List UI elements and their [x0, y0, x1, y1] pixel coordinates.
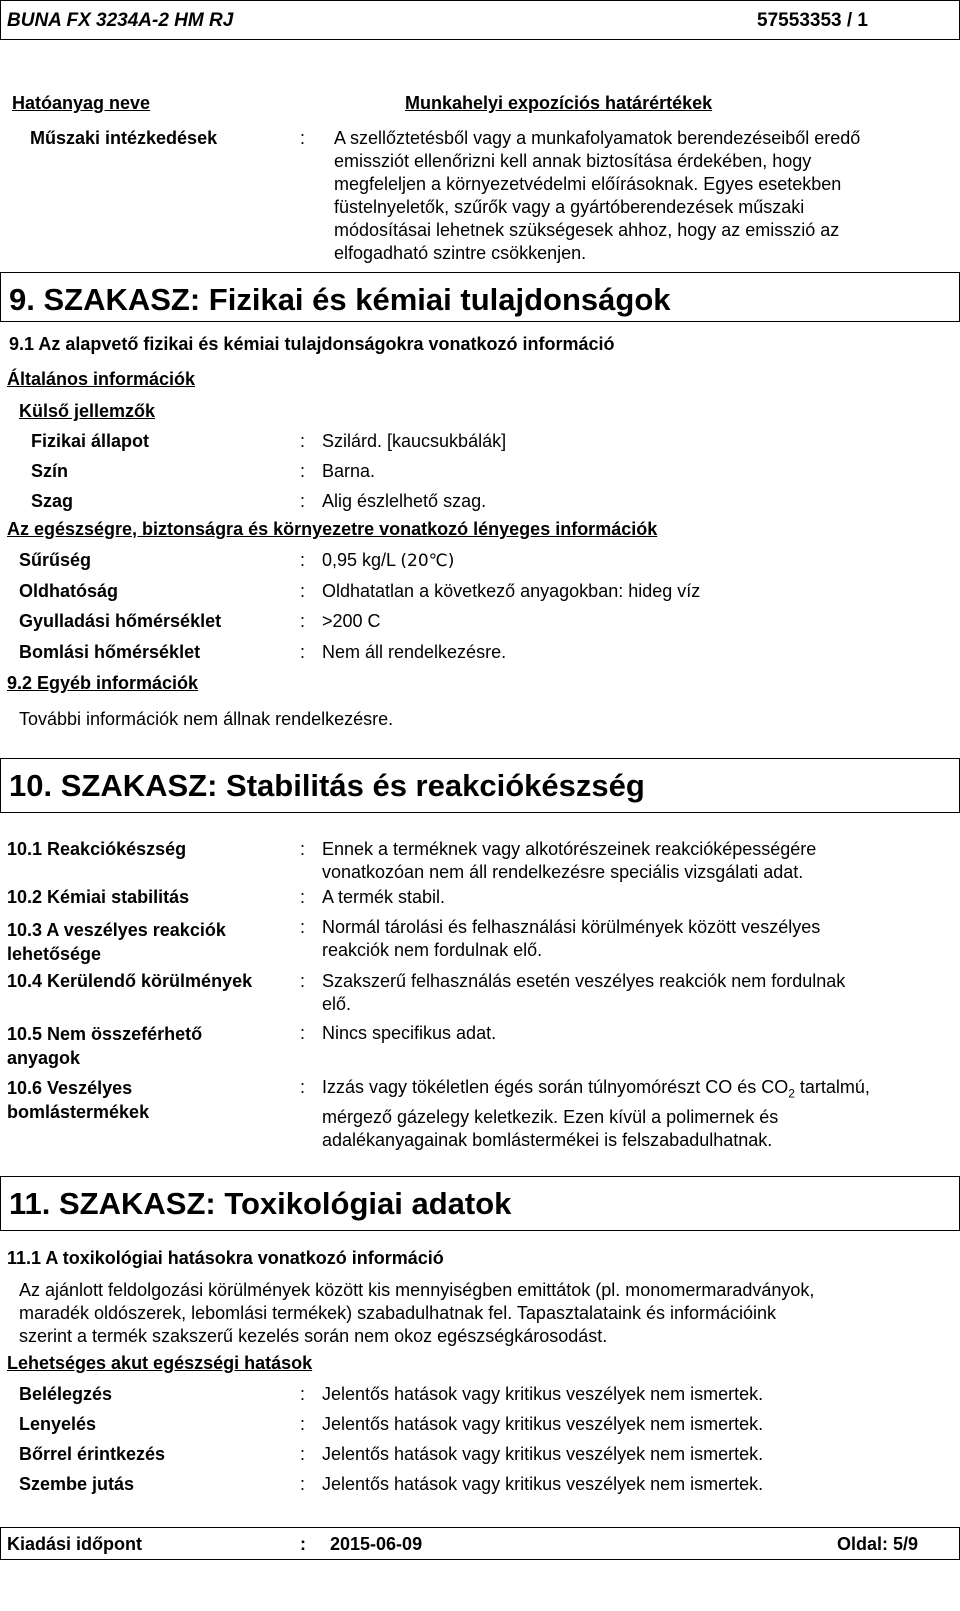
product-name: BUNA FX 3234A-2 HM RJ — [7, 10, 234, 31]
acute-value: Jelentős hatások vagy kritikus veszélyek nem ismertek. — [322, 1384, 764, 1404]
general-info-heading: Általános információk — [7, 369, 196, 389]
text-part: tartalmú, — [794, 1077, 870, 1097]
colon: : — [300, 642, 306, 662]
table-header-substance: Hatóanyag neve — [12, 93, 151, 113]
colon: : — [300, 1384, 306, 1404]
section-11-title: 11. SZAKASZ: Toxikológiai adatok — [9, 1186, 512, 1221]
colon: : — [300, 461, 306, 481]
prop-value: Szilárd. [kaucsukbálák] — [322, 431, 507, 451]
colon: : — [300, 839, 306, 859]
label-line: 10.5 Nem összeférhető — [7, 1024, 203, 1044]
value-line: Normál tárolási és felhasználási körülmények között veszélyes — [322, 917, 821, 937]
section-10-title: 10. SZAKASZ: Stabilitás és reakciókészség — [9, 768, 645, 803]
text-line: emissziót ellenőrizni kell annak biztosítása érdekében, hogy — [334, 151, 812, 171]
density-number: 0,95 kg/L — [322, 550, 396, 570]
section-9-1-heading: 9.1 Az alapvető fizikai és kémiai tulajdonságokra vonatkozó információ — [9, 334, 615, 354]
text-line: módosításai lehetnek szükségesek ahhoz, hogy az emisszió az — [334, 220, 840, 240]
item-label — [7, 918, 226, 966]
density-value — [322, 549, 454, 572]
prop-label: Bomlási hőmérséklet — [19, 642, 201, 662]
decomposition-label — [7, 1076, 149, 1124]
item-label — [7, 838, 186, 861]
label-line: bomlástermékek — [7, 1102, 150, 1122]
acute-value: Jelentős hatások vagy kritikus veszélyek nem ismertek. — [322, 1474, 764, 1494]
health-safety-heading: Az egészségre, biztonságra és környezetre vonatkozó lényeges információk — [7, 519, 658, 539]
label-line: 10.4 Kerülendő körülmények — [7, 971, 253, 991]
value-line: Nincs specifikus adat. — [322, 1023, 497, 1043]
page-number: Oldal: 5/9 — [836, 1534, 918, 1554]
text-line: szerint a termék szakszerű kezelés során nem okoz egészségkárosodást. — [19, 1326, 608, 1346]
colon: : — [300, 1023, 306, 1043]
issue-date: 2015-06-09 — [330, 1534, 423, 1554]
footer-bar — [0, 1527, 960, 1560]
item-value — [322, 838, 816, 884]
colon: : — [300, 887, 306, 907]
colon: : — [300, 1444, 306, 1464]
value-line: elő. — [322, 994, 352, 1014]
label-line: 10.6 Veszélyes — [7, 1078, 133, 1098]
section-11-1-heading: 11.1 A toxikológiai hatásokra vonatkozó információ — [7, 1248, 444, 1268]
acute-value: Jelentős hatások vagy kritikus veszélyek nem ismertek. — [322, 1444, 764, 1464]
label-line: anyagok — [7, 1048, 81, 1068]
value-line: reakciók nem fordulnak elő. — [322, 940, 543, 960]
text-line: megfeleljen a környezetvédelmi előírásoknak. Egyes esetekben — [334, 174, 842, 194]
label-line: 10.1 Reakciókészség — [7, 839, 187, 859]
prop-label: Szag — [31, 491, 74, 511]
engineering-text — [334, 127, 860, 265]
acute-effects-heading: Lehetséges akut egészségi hatások — [7, 1353, 313, 1373]
text-line: elfogadható szintre csökkenjen. — [334, 243, 587, 263]
value-line: adalékanyagainak bomlástermékei is felszabadulhatnak. — [322, 1129, 773, 1150]
acute-label: Bőrrel érintkezés — [19, 1444, 166, 1464]
acute-label: Szembe jutás — [19, 1474, 135, 1494]
colon: : — [300, 1414, 306, 1434]
toxicology-paragraph — [19, 1279, 814, 1348]
colon: : — [300, 491, 306, 511]
prop-value: Alig észlelhető szag. — [322, 491, 487, 511]
prop-label: Gyulladási hőmérséklet — [19, 611, 222, 631]
item-value — [322, 886, 445, 909]
colon: : — [300, 917, 306, 937]
item-label — [7, 970, 252, 993]
section-9-title: 9. SZAKASZ: Fizikai és kémiai tulajdonságok — [9, 282, 671, 317]
acute-label: Belélegzés — [19, 1384, 113, 1404]
prop-label: Fizikai állapot — [31, 431, 150, 451]
prop-label: Oldhatóság — [19, 581, 119, 601]
label-line: 10.3 A veszélyes reakciók — [7, 920, 226, 940]
footer-colon: : — [300, 1534, 306, 1554]
colon: : — [300, 971, 306, 991]
text-line: füstelnyeletők, szűrők vagy a gyártóberendezések műszaki — [334, 197, 805, 217]
document-number: 57553353 / 1 — [757, 10, 868, 31]
subscript: 2 — [788, 1086, 795, 1101]
prop-value: Nem áll rendelkezésre. — [322, 642, 507, 662]
colon: : — [300, 550, 306, 570]
text-line: Az ajánlott feldolgozási körülmények között kis mennyiségben emittátok (pl. monomermaradványok, — [19, 1280, 815, 1300]
item-value — [322, 1022, 496, 1045]
text-line: maradék oldószerek, lebomlási termékek) szabadulhatnak fel. Tapasztalataink és információink — [19, 1303, 777, 1323]
appearance-heading: Külső jellemzők — [19, 401, 156, 421]
other-info-text: További információk nem állnak rendelkezésre. — [19, 709, 394, 729]
prop-value: Barna. — [322, 461, 376, 481]
colon: : — [300, 1077, 306, 1097]
density-temperature: (20℃) — [400, 551, 455, 571]
item-value — [322, 970, 845, 1016]
decomposition-value — [322, 1076, 870, 1152]
value-line: Szakszerű felhasználás esetén veszélyes reakciók nem fordulnak — [322, 971, 846, 991]
item-label — [7, 1022, 202, 1070]
item-label — [7, 886, 189, 909]
colon: : — [300, 1474, 306, 1494]
value-line: vonatkozóan nem áll rendelkezésre speciális vizsgálati adat. — [322, 862, 804, 882]
text-line: A szellőztetésből vagy a munkafolyamatok berendezéseiből eredő — [334, 128, 861, 148]
prop-value: Oldhatatlan a következő anyagokban: hideg víz — [322, 581, 701, 601]
prop-label: Szín — [31, 461, 69, 481]
engineering-label: Műszaki intézkedések — [30, 128, 218, 148]
value-line: Ennek a terméknek vagy alkotórészeinek reakcióképességére — [322, 839, 817, 859]
section-9-2-heading: 9.2 Egyéb információk — [7, 673, 199, 693]
value-line: mérgező gázelegy keletkezik. Ezen kívül a polimernek és — [322, 1106, 779, 1127]
label-line: 10.2 Kémiai stabilitás — [7, 887, 190, 907]
acute-value: Jelentős hatások vagy kritikus veszélyek nem ismertek. — [322, 1414, 764, 1434]
density-label: Sűrűség — [19, 550, 92, 570]
label-line: lehetősége — [7, 944, 102, 964]
acute-label: Lenyelés — [19, 1414, 97, 1434]
colon: : — [300, 581, 306, 601]
prop-value: >200 C — [322, 611, 381, 631]
text-part: Izzás vagy tökéletlen égés során túlnyomórészt CO és CO — [322, 1077, 789, 1097]
colon: : — [300, 128, 306, 148]
colon: : — [300, 431, 306, 451]
table-header-exposure: Munkahelyi expozíciós határértékek — [405, 93, 713, 113]
value-line — [322, 1076, 870, 1106]
issue-date-label: Kiadási időpont — [7, 1534, 142, 1554]
item-value — [322, 916, 820, 962]
colon: : — [300, 611, 306, 631]
value-line: A termék stabil. — [322, 887, 446, 907]
